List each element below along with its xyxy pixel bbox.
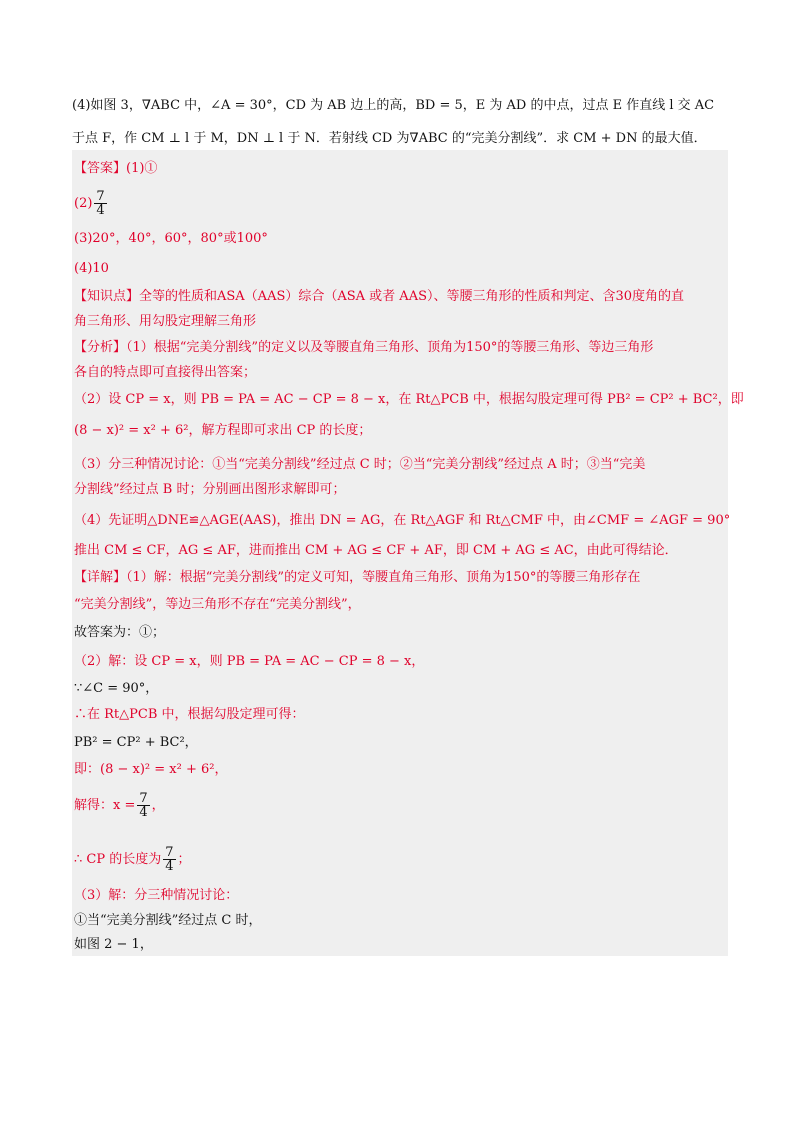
fraction-numerator: 7: [139, 791, 148, 806]
detail-line-9-suffix: ，: [151, 798, 165, 813]
detail-line-6: ∴在 Rt△PCB 中，根据勾股定理可得：: [74, 707, 305, 722]
answer-part-4: (4)10: [74, 261, 109, 276]
answer-part-1: (1)①: [126, 161, 158, 176]
fraction-denominator: 4: [165, 859, 174, 874]
detail-line-3: 故答案为：①；: [74, 625, 166, 640]
analysis-line-3: （2）设 CP = x，则 PB = PA = AC − CP = 8 − x，在 Rt△PCB 中，根据勾股定理可得 PB² = CP² + BC²，即: [74, 392, 744, 407]
detail-line-4: （2）解：设 CP = x，则 PB = PA = AC − CP = 8 − x，: [74, 654, 425, 669]
answer-part-3: (3)20°，40°，60°，80°或100°: [74, 231, 268, 246]
detail-line-11: （3）解：分三种情况讨论：: [74, 888, 239, 903]
answer-line-2: [74, 190, 109, 217]
answer-label: 【答案】: [74, 161, 127, 176]
answer-part-2-fraction: [94, 190, 106, 217]
detail-line-2: “完美分割线”，等边三角形不存在“完美分割线”，: [74, 597, 361, 612]
detail-line-9-prefix: 解得：x =: [74, 798, 136, 813]
analysis-line-1: 【分析】（1）根据“完美分割线”的定义以及等腰直角三角形、顶角为150°的等腰三角形、等边三角形: [74, 340, 654, 355]
analysis-line-2: 各自的特点即可直接得出答案；: [74, 365, 257, 380]
detail-line-9: [74, 792, 165, 819]
detail-line-10: [74, 846, 191, 873]
solution-block: [72, 150, 744, 956]
analysis-line-4: (8 − x)² = x² + 6²，解方程即可求出 CP 的长度；: [74, 423, 372, 438]
analysis-line-5: （3）分三种情况讨论：①当“完美分割线”经过点 C 时；②当“完美分割线”经过点 A 时；③当“完美: [74, 457, 646, 472]
knowledge-line-2: 角三角形、用勾股定理解三角形: [74, 314, 257, 329]
detail-line-1: 【详解】（1）解：根据“完美分割线”的定义可知，等腰直角三角形、顶角为150°的等腰三角形存在: [74, 570, 641, 585]
analysis-line-8: 推出 CM ≤ CF，AG ≤ AF，进而推出 CM + AG ≤ CF + AF，即 CM + AG ≤ AC，由此可得结论．: [74, 543, 678, 558]
analysis-line-6: 分割线”经过点 B 时；分别画出图形求解即可；: [74, 482, 346, 497]
answer-line-1: [74, 160, 157, 178]
knowledge-line-1: 【知识点】全等的性质和ASA（AAS）综合（ASA 或者 AAS）、等腰三角形的性质和判定、含30度角的直: [74, 289, 685, 304]
detail-line-13: 如图 2 − 1，: [74, 937, 153, 952]
analysis-line-7: （4）先证明△DNE≌△AGE(AAS)，推出 DN = AG，在 Rt△AGF 和 Rt△CMF 中，由∠CMF = ∠AGF = 90°: [74, 513, 731, 528]
detail-line-7: PB² = CP² + BC²，: [74, 735, 198, 750]
fraction-numerator: 7: [96, 189, 105, 204]
answer-part-2-prefix: (2): [74, 196, 93, 211]
detail-line-12: ①当“完美分割线”经过点 C 时，: [74, 913, 262, 928]
detail-line-10-fraction: [163, 846, 175, 873]
fraction-denominator: 4: [139, 805, 148, 820]
problem-line-2: 于点 F，作 CM ⊥ l 于 M，DN ⊥ l 于 N．若射线 CD 为∇ABC 的“完美分割线”．求 CM + DN 的最大值．: [72, 131, 707, 146]
problem-line-1: (4)如图 3，∇ABC 中，∠A = 30°，CD 为 AB 边上的高，BD = 5，E 为 AD 的中点，过点 E 作直线 l 交 AC: [72, 98, 715, 113]
detail-line-9-fraction: [137, 792, 149, 819]
detail-line-10-suffix: ；: [177, 852, 191, 867]
detail-line-10-prefix: ∴ CP 的长度为: [74, 852, 162, 867]
fraction-denominator: 4: [96, 203, 105, 218]
detail-line-8: 即：(8 − x)² = x² + 6²，: [74, 762, 228, 777]
fraction-numerator: 7: [165, 845, 174, 860]
detail-line-5: ∵∠C = 90°，: [74, 681, 159, 696]
